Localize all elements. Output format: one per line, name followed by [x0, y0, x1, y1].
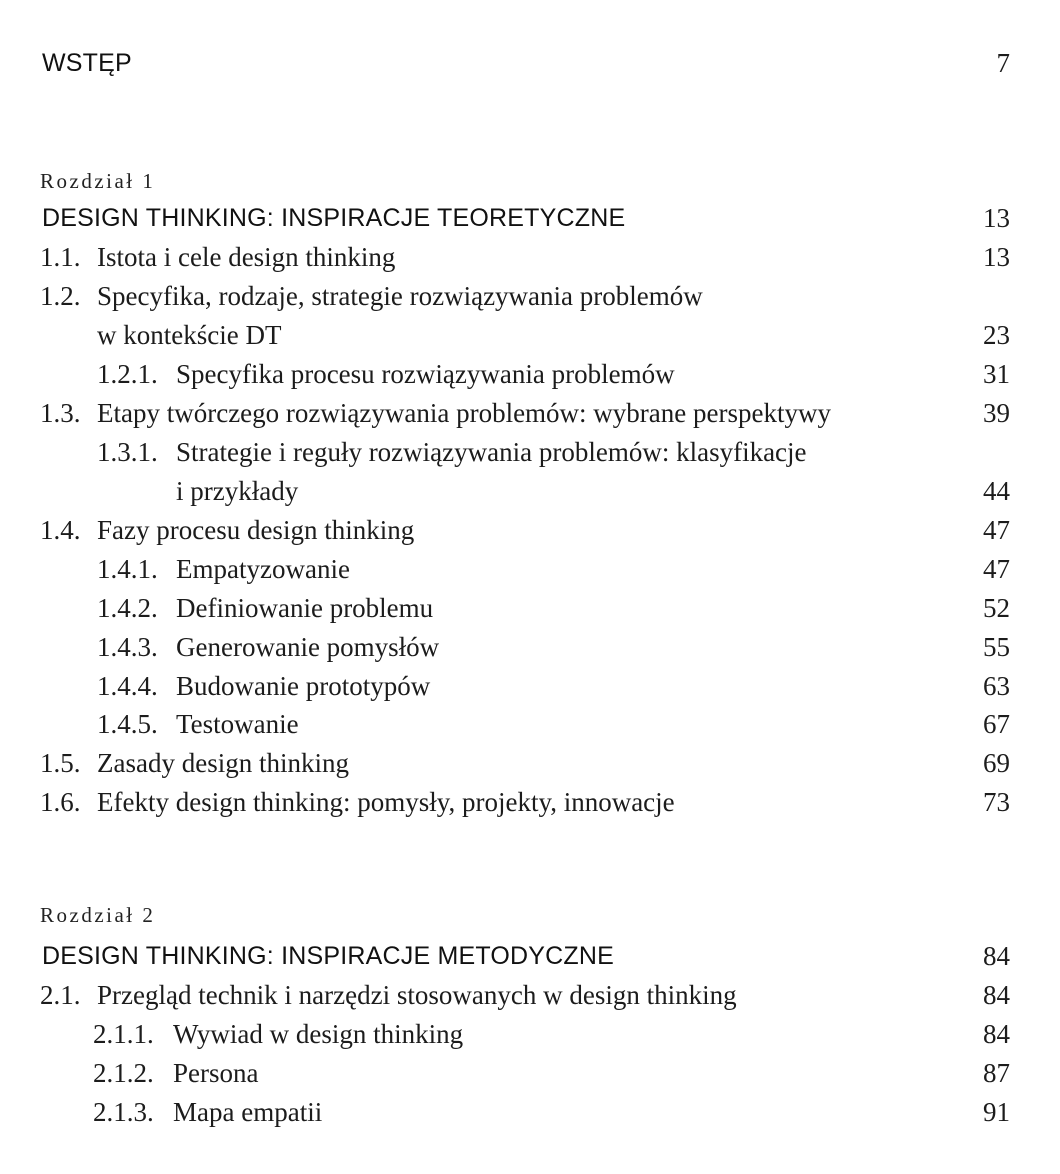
toc-entry-1-2-1 [40, 355, 1010, 393]
entry-text: Budowanie prototypów [176, 671, 431, 701]
chapter1-label: Rozdział 1 [40, 169, 156, 193]
entry-text: Przegląd technik i narzędzi stosowanych w design thinking [97, 980, 737, 1010]
entry-text: Testowanie [176, 709, 299, 739]
toc-entry-1-6 [40, 783, 1010, 821]
entry-page: 87 [983, 1058, 1010, 1088]
toc-entry-1-3-1-continued [40, 472, 1010, 510]
entry-number: 1.4.1. [97, 554, 158, 584]
entry-number: 1.4.5. [97, 709, 158, 739]
entry-text: Mapa empatii [173, 1097, 323, 1127]
toc-entry-1-3-1 [40, 433, 1010, 471]
entry-page: 73 [983, 787, 1010, 817]
entry-text: Istota i cele design thinking [97, 242, 396, 272]
chapter1-title: DESIGN THINKING: INSPIRACJE TEORETYCZNE [42, 204, 626, 232]
entry-number: 1.5. [40, 748, 81, 778]
entry-page: 13 [983, 242, 1010, 272]
entry-number: 1.1. [40, 242, 81, 272]
toc-entry-1-5 [40, 744, 1010, 782]
entry-number: 1.2.1. [97, 359, 158, 389]
entry-page: 52 [983, 593, 1010, 623]
entry-text: Empatyzowanie [176, 554, 350, 584]
toc-entry-1-4-1 [40, 550, 1010, 588]
chapter1-title-page: 13 [983, 203, 1010, 233]
chapter1-title-row [40, 199, 1010, 237]
toc-entry-2-1-2 [40, 1054, 1010, 1092]
entry-text-continuation: i przykłady [176, 476, 299, 506]
entry-text: Generowanie pomysłów [176, 632, 440, 662]
entry-text: Zasady design thinking [97, 748, 349, 778]
entry-text-continuation: w kontekście DT [97, 320, 282, 350]
chapter2-title-page: 84 [983, 941, 1010, 971]
entry-page: 47 [983, 515, 1010, 545]
entry-page: 63 [983, 671, 1010, 701]
toc-entry-1-4-5 [40, 705, 1010, 743]
entry-text: Persona [173, 1058, 259, 1088]
toc-entry-1-4-3 [40, 628, 1010, 666]
entry-text: Definiowanie problemu [176, 593, 434, 623]
entry-page: 31 [983, 359, 1010, 389]
entry-page: 69 [983, 748, 1010, 778]
entry-number: 1.4.4. [97, 671, 158, 701]
entry-number: 2.1. [40, 980, 81, 1010]
entry-number: 1.3. [40, 398, 81, 428]
toc-entry-1-4 [40, 511, 1010, 549]
entry-text: Specyfika procesu rozwiązywania problemów [176, 359, 675, 389]
entry-number: 1.3.1. [97, 437, 158, 467]
entry-number: 2.1.3. [93, 1097, 154, 1127]
entry-page: 44 [983, 476, 1010, 506]
toc-entry-2-1-3 [40, 1093, 1010, 1131]
entry-page: 67 [983, 709, 1010, 739]
entry-text: Strategie i reguły rozwiązywania problemów: klasyfikacje [176, 437, 807, 467]
entry-number: 1.6. [40, 787, 81, 817]
toc-entry-1-4-2 [40, 589, 1010, 627]
intro-page: 7 [996, 48, 1010, 78]
toc-intro-row [40, 44, 1010, 82]
toc-entry-1-3 [40, 394, 1010, 432]
entry-page: 84 [983, 980, 1010, 1010]
toc-entry-1-2 [40, 277, 1010, 315]
toc-entry-2-1 [40, 976, 1010, 1014]
chapter2-label: Rozdział 2 [40, 903, 156, 927]
chapter2-title: DESIGN THINKING: INSPIRACJE METODYCZNE [42, 942, 615, 970]
toc-entry-2-1-1 [40, 1015, 1010, 1053]
entry-page: 23 [983, 320, 1010, 350]
entry-text: Specyfika, rodzaje, strategie rozwiązywania problemów [97, 281, 703, 311]
entry-number: 1.2. [40, 281, 81, 311]
toc-entry-1-4-4 [40, 667, 1010, 705]
entry-number: 1.4. [40, 515, 81, 545]
intro-title: WSTĘP [42, 49, 132, 77]
toc-entry-1-2-continued [40, 316, 1010, 354]
entry-number: 2.1.1. [93, 1019, 154, 1049]
entry-page: 84 [983, 1019, 1010, 1049]
chapter2-title-row [40, 937, 1010, 975]
entry-page: 39 [983, 398, 1010, 428]
entry-text: Wywiad w design thinking [173, 1019, 464, 1049]
entry-text: Fazy procesu design thinking [97, 515, 415, 545]
entry-number: 1.4.3. [97, 632, 158, 662]
entry-number: 1.4.2. [97, 593, 158, 623]
entry-page: 55 [983, 632, 1010, 662]
entry-number: 2.1.2. [93, 1058, 154, 1088]
entry-text: Efekty design thinking: pomysły, projekty, innowacje [97, 787, 675, 817]
entry-text: Etapy twórczego rozwiązywania problemów: wybrane perspektywy [97, 398, 831, 428]
entry-page: 91 [983, 1097, 1010, 1127]
entry-page: 47 [983, 554, 1010, 584]
toc-entry-1-1 [40, 238, 1010, 276]
